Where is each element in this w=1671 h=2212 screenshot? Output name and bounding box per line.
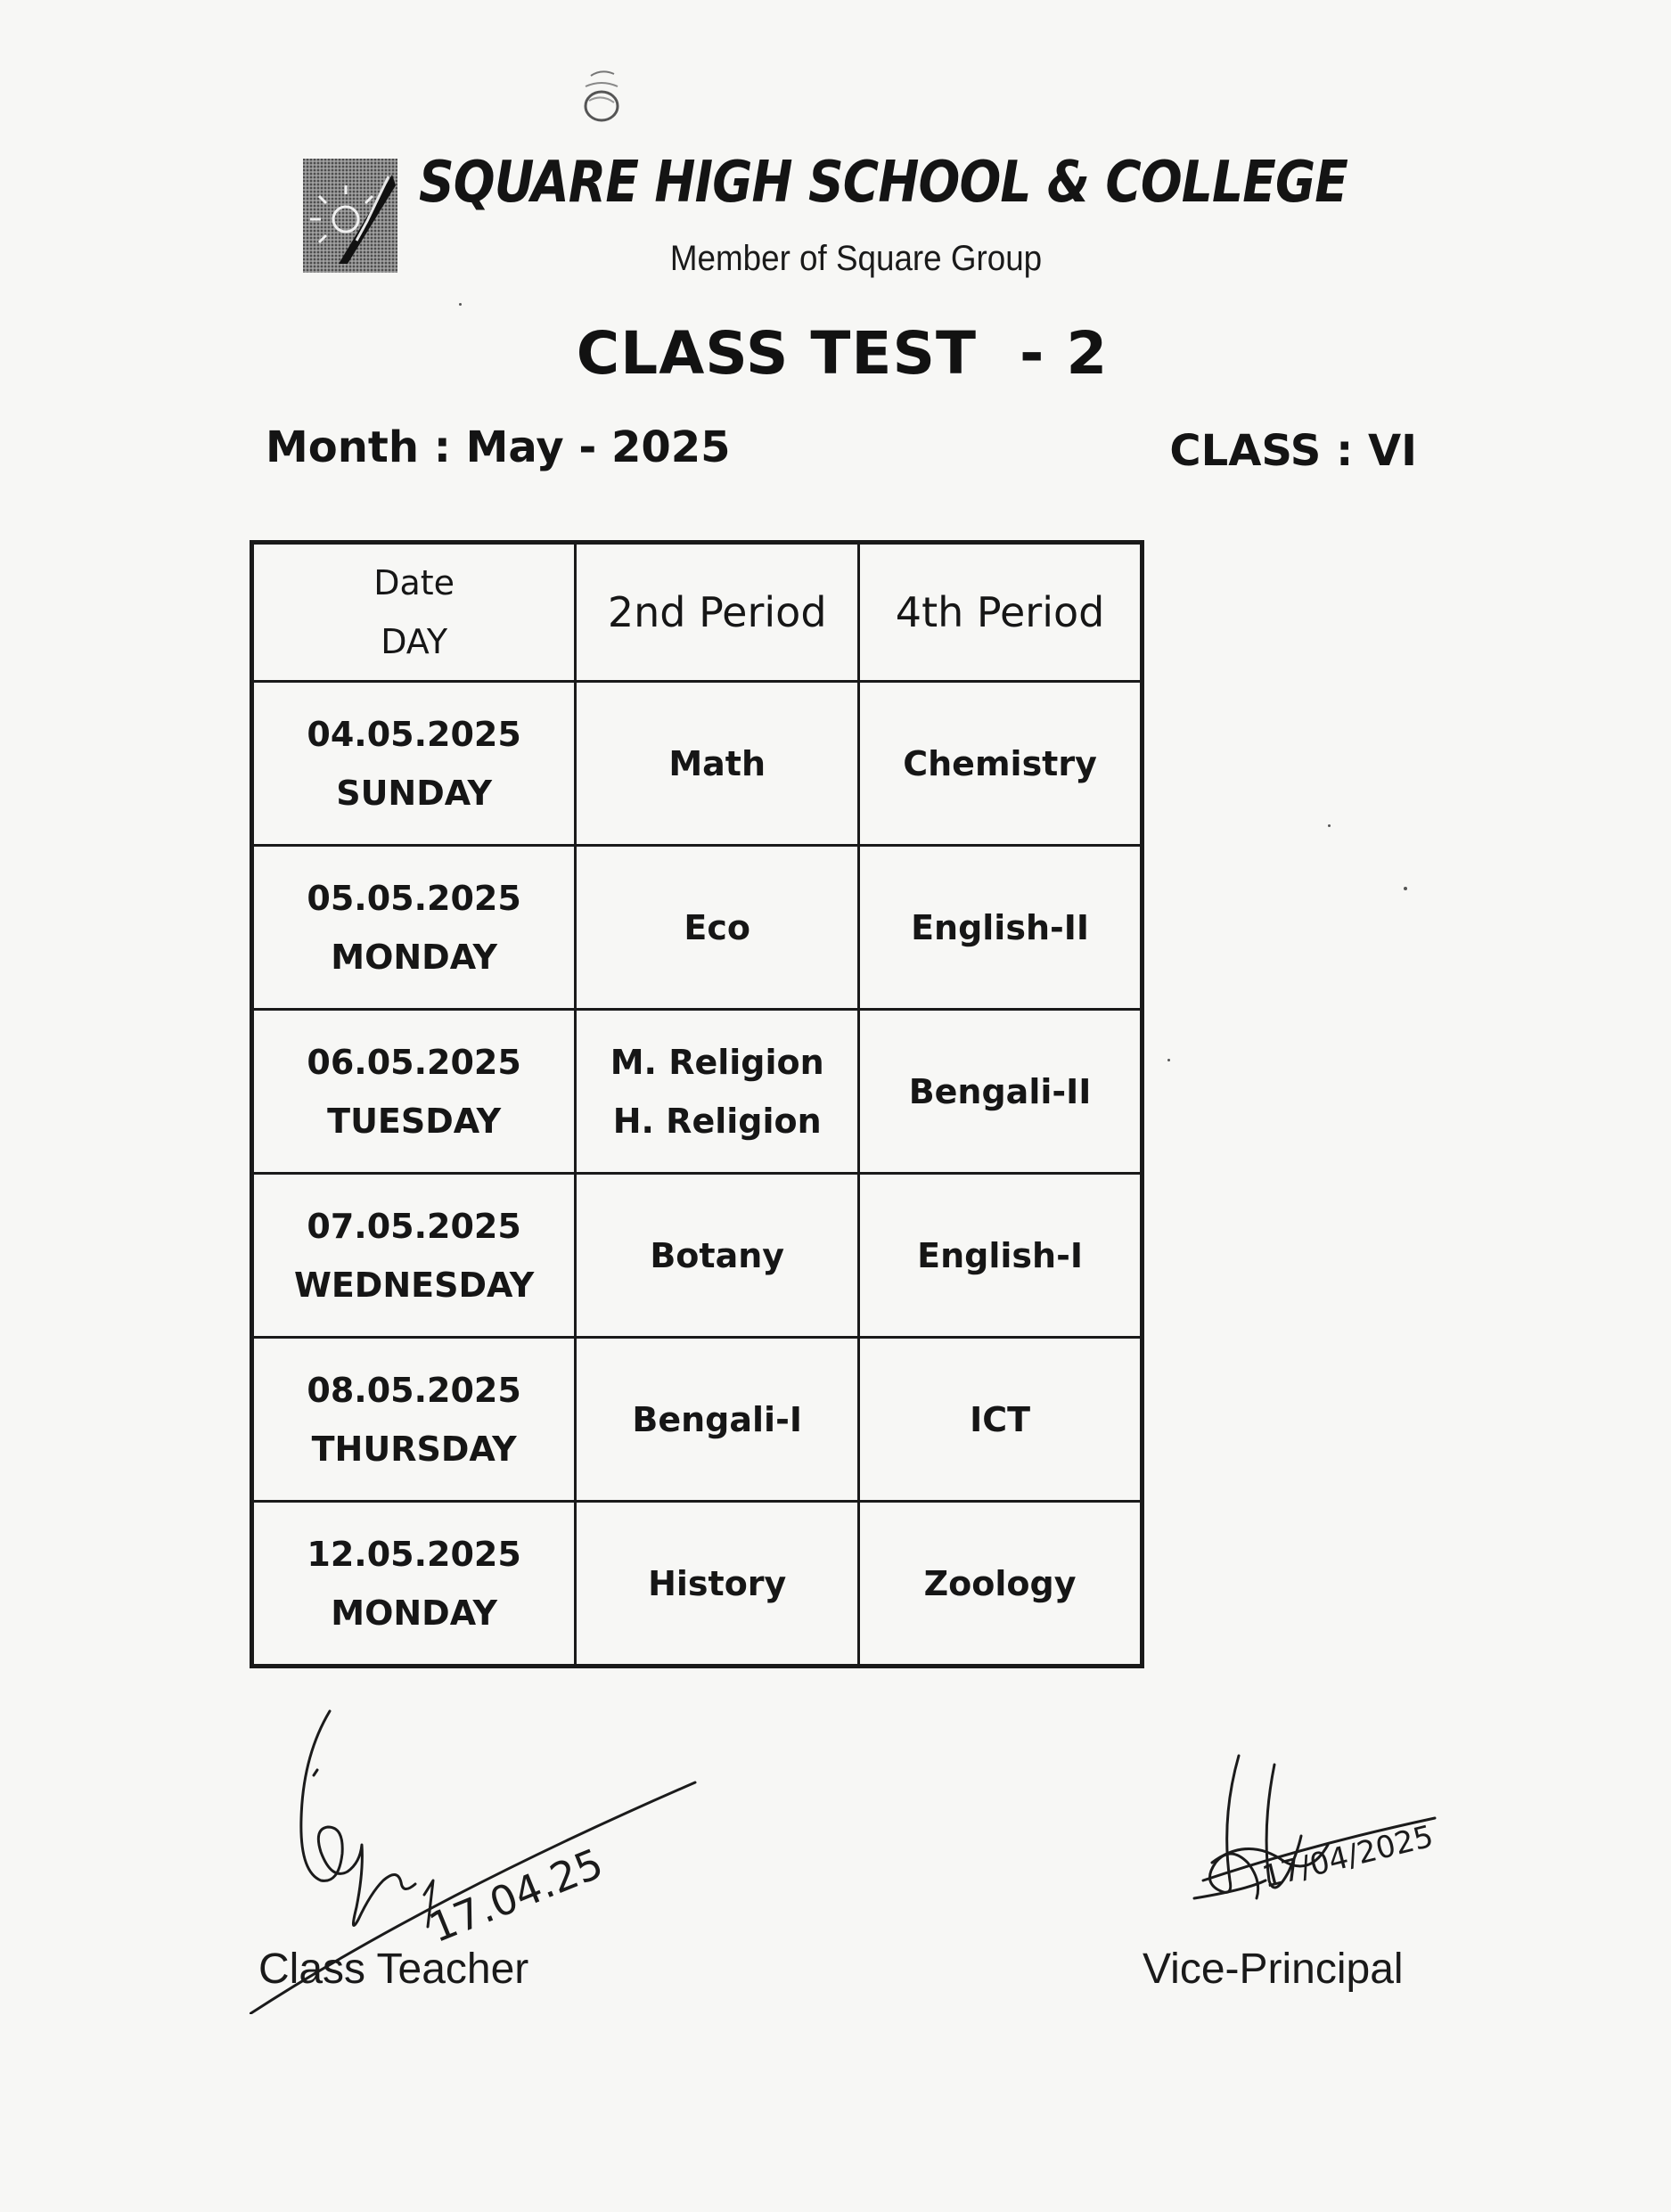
school-name: SQUARE HIGH SCHOOL & COLLEGE bbox=[419, 150, 1348, 216]
table-row bbox=[252, 1338, 1143, 1502]
school-subtitle: Member of Square Group bbox=[669, 239, 1043, 278]
scan-speck bbox=[1167, 1059, 1170, 1061]
teacher-signature-date: 17.04.25 bbox=[422, 1839, 610, 1953]
date-cell bbox=[252, 846, 576, 1010]
table-row bbox=[252, 682, 1143, 846]
period2-subject bbox=[576, 1502, 859, 1667]
period2-subject bbox=[576, 1174, 859, 1338]
exam-date: 04.05.2025 bbox=[307, 714, 521, 754]
date-cell bbox=[252, 1338, 576, 1502]
scan-speck bbox=[1328, 824, 1331, 827]
header-date: Date bbox=[373, 563, 455, 602]
exam-date: 06.05.2025 bbox=[307, 1042, 521, 1082]
subject-name: Math bbox=[668, 743, 766, 783]
subject-name: M. Religion bbox=[610, 1042, 824, 1082]
header-4th-period: 4th Period bbox=[859, 543, 1143, 682]
period4-subject: Chemistry bbox=[859, 682, 1143, 846]
table-row bbox=[252, 846, 1143, 1010]
exam-day: MONDAY bbox=[331, 1593, 498, 1633]
vice-principal-label: Vice-Principal bbox=[1143, 1946, 1404, 1993]
subject-name: Bengali-I bbox=[632, 1399, 802, 1439]
punch-hole-mark bbox=[575, 67, 628, 129]
vp-signature-date: 17/04/2025 bbox=[1258, 1818, 1438, 1896]
date-cell bbox=[252, 1174, 576, 1338]
exam-day: SUNDAY bbox=[336, 773, 493, 813]
date-cell bbox=[252, 1502, 576, 1667]
header-2nd-period: 2nd Period bbox=[576, 543, 859, 682]
exam-date: 12.05.2025 bbox=[307, 1534, 521, 1574]
class-label: CLASS : VI bbox=[1169, 426, 1417, 476]
subject-name: H. Religion bbox=[612, 1101, 822, 1141]
period4-subject: English-II bbox=[859, 846, 1143, 1010]
exam-date: 08.05.2025 bbox=[307, 1370, 521, 1410]
period4-subject: Bengali-II bbox=[859, 1010, 1143, 1174]
exam-date: 07.05.2025 bbox=[307, 1206, 521, 1246]
period4-subject: ICT bbox=[859, 1338, 1143, 1502]
period2-subject bbox=[576, 846, 859, 1010]
table-row bbox=[252, 1174, 1143, 1338]
period2-subject bbox=[576, 682, 859, 846]
class-teacher-label: Class Teacher bbox=[258, 1946, 529, 1993]
exam-schedule-table bbox=[250, 540, 1144, 1668]
header-date-day bbox=[252, 543, 576, 682]
exam-day: TUESDAY bbox=[327, 1101, 502, 1141]
table-row bbox=[252, 1010, 1143, 1174]
table-header-row bbox=[252, 543, 1143, 682]
exam-day: THURSDAY bbox=[311, 1429, 517, 1469]
vice-principal-signature bbox=[1176, 1747, 1462, 1943]
period2-subject bbox=[576, 1338, 859, 1502]
subject-name: History bbox=[648, 1563, 787, 1603]
table-row bbox=[252, 1502, 1143, 1667]
date-cell bbox=[252, 1010, 576, 1174]
month-label: Month : May - 2025 bbox=[266, 422, 731, 472]
subject-name: Eco bbox=[684, 907, 750, 947]
scan-speck bbox=[459, 303, 462, 306]
test-title: CLASS TEST - 2 bbox=[576, 319, 1109, 388]
period4-subject: Zoology bbox=[859, 1502, 1143, 1667]
exam-date: 05.05.2025 bbox=[307, 878, 521, 918]
period2-subject bbox=[576, 1010, 859, 1174]
subject-name: Botany bbox=[650, 1235, 785, 1275]
period4-subject: English-I bbox=[859, 1174, 1143, 1338]
exam-day: MONDAY bbox=[331, 937, 498, 977]
scan-speck bbox=[1404, 887, 1407, 890]
date-cell bbox=[252, 682, 576, 846]
header-day: DAY bbox=[381, 622, 448, 661]
exam-day: WEDNESDAY bbox=[293, 1265, 535, 1305]
